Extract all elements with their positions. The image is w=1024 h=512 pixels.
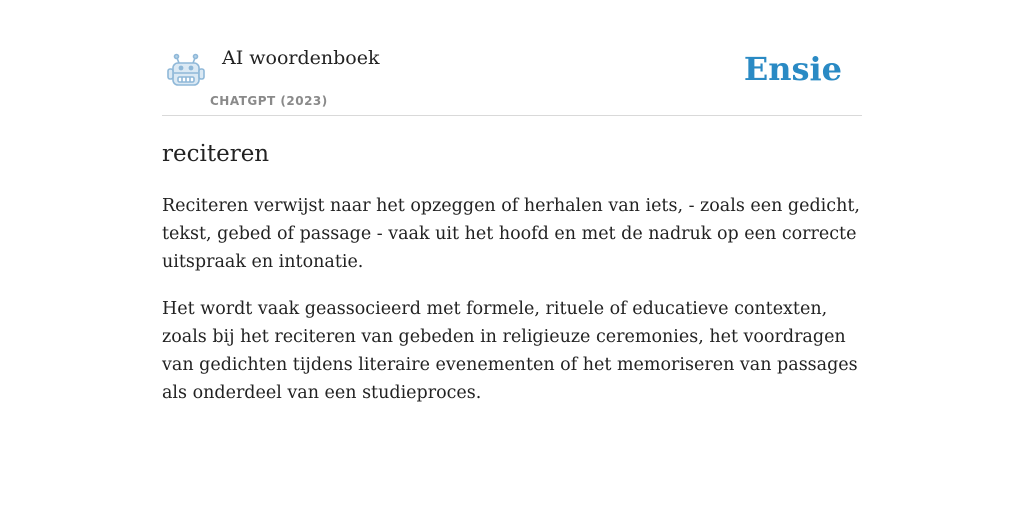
definition-card <box>162 0 862 403</box>
ensie-logo[interactable]: Ensie <box>743 50 842 88</box>
source-title[interactable]: AI woordenboek <box>222 47 380 69</box>
definition-paragraph: Reciteren verwijst naar het opzeggen of herhalen van iets, - zoals een gedicht, tekst, gebed of passage - vaak uit het hoofd en met de nadruk op een correcte uitspraak en intonatie. <box>162 196 860 272</box>
source-header <box>162 0 862 116</box>
definition-paragraph: Het wordt vaak geassocieerd met formele, rituele of educatieve contexten, zoals bij het reciteren van gebeden in religieuze ceremonies, het voordragen van gedichten tijdens literaire evenementen of het memoriseren van passages als onderdeel van een studieproces. <box>162 299 858 403</box>
robot-icon <box>166 52 206 90</box>
source-subtitle: CHATGPT (2023) <box>210 94 328 108</box>
entry-term: reciteren <box>162 141 270 167</box>
definition-body <box>162 192 862 426</box>
